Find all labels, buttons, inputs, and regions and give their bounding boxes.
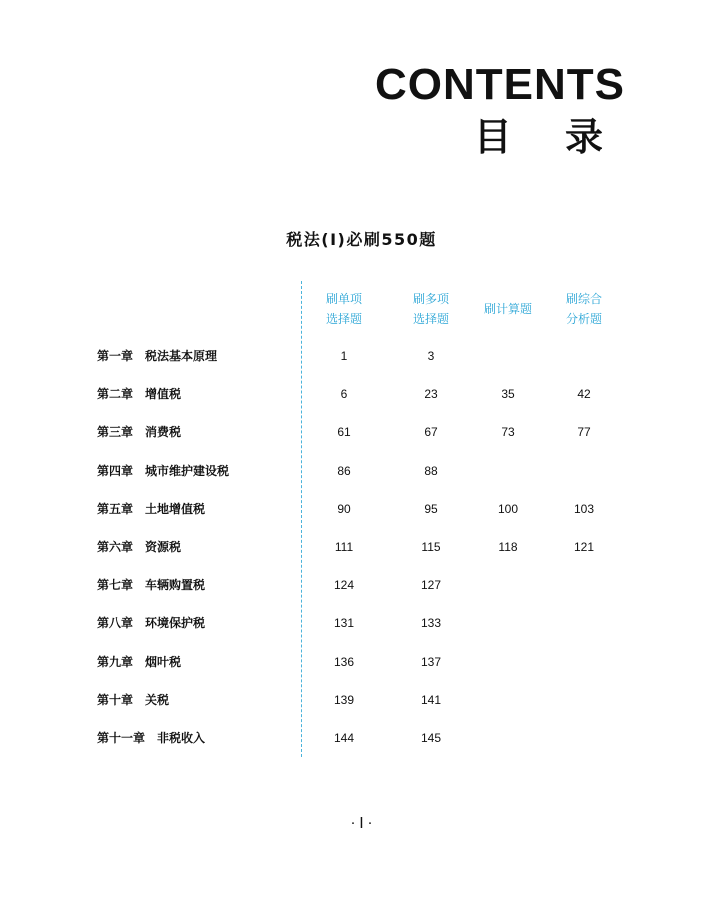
page-single-choice: 86 [337,464,351,478]
contents-title-cn: 目 录 [473,115,623,159]
table-row[interactable] [0,461,723,481]
page-multi-choice: 141 [420,693,442,707]
page-calculation: 100 [497,502,519,516]
chapter-title: 第十一章 非税收入 [97,731,206,745]
page-analysis: 77 [577,425,591,439]
table-row[interactable] [0,652,723,672]
page-calculation: 73 [501,425,515,439]
page-multi-choice: 23 [424,387,438,401]
table-row[interactable] [0,537,723,557]
page-single-choice: 6 [340,387,348,401]
page-calculation: 35 [501,387,515,401]
page-multi-choice: 3 [427,349,435,363]
table-row[interactable] [0,422,723,442]
table-row[interactable] [0,690,723,710]
column-header-single-choice [294,289,394,329]
page-single-choice: 90 [337,502,351,516]
chapter-title: 第十章 关税 [97,693,170,707]
chapter-title: 第五章 土地增值税 [97,502,206,516]
chapter-title: 第六章 资源税 [97,540,182,554]
page-multi-choice: 137 [420,655,442,669]
table-row[interactable] [0,613,723,633]
chapter-title: 第九章 烟叶税 [97,655,182,669]
column-header-line: 刷单项 [325,292,362,306]
page-multi-choice: 67 [424,425,438,439]
page-single-choice: 144 [333,731,355,745]
chapter-title: 第三章 消费税 [97,425,182,439]
column-header-line: 选择题 [412,312,449,326]
page-number: · Ⅰ · [350,816,373,832]
page-analysis: 121 [573,540,595,554]
page-multi-choice: 95 [424,502,438,516]
column-header-line: 刷计算题 [483,302,532,316]
table-row[interactable] [0,728,723,748]
page-multi-choice: 127 [420,578,442,592]
page-multi-choice: 115 [421,540,441,554]
chapter-title: 第二章 增值税 [97,387,182,401]
page-single-choice: 139 [333,693,355,707]
table-row[interactable] [0,346,723,366]
contents-title-en: CONTENTS [375,60,625,109]
chapter-title: 第八章 环境保护税 [97,616,206,630]
column-header-line: 分析题 [565,312,602,326]
page-single-choice: 136 [333,655,355,669]
table-row[interactable] [0,499,723,519]
page-single-choice: 1 [340,349,348,363]
page-single-choice: 124 [333,578,355,592]
chapter-title: 第七章 车辆购置税 [97,578,206,592]
page-single-choice: 61 [337,425,351,439]
page-analysis: 42 [577,387,591,401]
page-analysis: 103 [573,502,595,516]
column-header-line: 选择题 [325,312,362,326]
column-header-line: 刷综合 [565,292,602,306]
page-multi-choice: 88 [424,464,438,478]
section-subtitle: 税法(Ⅰ)必刷550题 [286,230,437,249]
page-calculation: 118 [498,540,518,554]
page-multi-choice: 133 [420,616,442,630]
page-single-choice: 111 [334,540,354,554]
table-row[interactable] [0,384,723,404]
chapter-title: 第一章 税法基本原理 [97,349,218,363]
chapter-title: 第四章 城市维护建设税 [97,464,230,478]
table-row[interactable] [0,575,723,595]
column-header-analysis [534,289,634,329]
page-single-choice: 131 [333,616,355,630]
column-header-line: 刷多项 [412,292,449,306]
page-multi-choice: 145 [420,731,442,745]
